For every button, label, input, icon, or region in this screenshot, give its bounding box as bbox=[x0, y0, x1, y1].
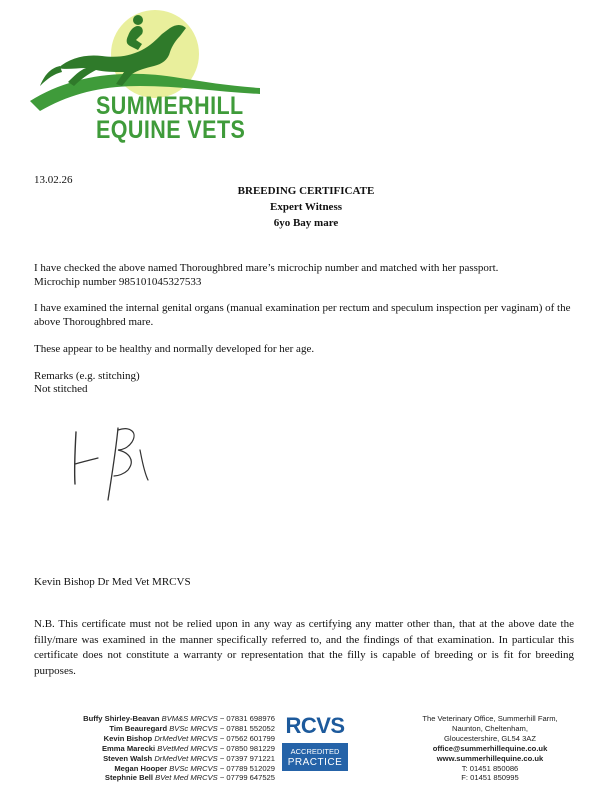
rcvs-accreditation-badge bbox=[282, 713, 348, 771]
certificate-date: 13.02.26 bbox=[34, 174, 73, 186]
logo-text-line2: EQUINE VETS bbox=[96, 116, 246, 144]
horse-description: 6yo Bay mare bbox=[273, 217, 339, 229]
vet-entry: Tim Beauregard BVSc MRCVS ~ 07881 552052 bbox=[109, 723, 275, 733]
remarks-value: Not stitched bbox=[34, 383, 88, 395]
rcvs-logo-text: RCVS bbox=[285, 713, 345, 738]
handwritten-signature bbox=[66, 420, 176, 515]
examination-statement: I have examined the internal genital organs (manual examination per rectum and speculum inspection per vaginam) of the above Thoroughbred mare. bbox=[34, 302, 571, 328]
accredited-practice-band: ACCREDITED PRACTICE bbox=[282, 743, 348, 771]
vet-entry: Stephnie Bell BVet Med MRCVS ~ 07799 647525 bbox=[104, 773, 275, 783]
vet-staff-list bbox=[83, 714, 275, 783]
microchip-number: Microchip number 985101045327533 bbox=[34, 276, 202, 288]
email-address[interactable]: office@summerhillequine.co.uk bbox=[432, 743, 548, 753]
practice-address bbox=[400, 714, 580, 783]
telephone-number: T: 01451 850086 bbox=[461, 763, 519, 773]
logo-text-line1: SUMMERHILL bbox=[96, 92, 244, 120]
address-line1: The Veterinary Office, Summerhill Farm, bbox=[422, 714, 558, 723]
fax-number: F: 01451 850995 bbox=[461, 773, 519, 783]
disclaimer-note: N.B. This certificate must not be relied upon in any way as certifying any matter other than, that at the above date the filly/mare was examined in the manner specifically referred to, and the findings of that examination. In particular this certificate does not constitute a warranty or representation that the filly is capable of breeding or is fit for breeding purposes. bbox=[34, 618, 574, 677]
vet-entry: Kevin Bishop DrMedVet MRCVS ~ 07562 601799 bbox=[103, 733, 275, 743]
certificate-title: BREEDING CERTIFICATE bbox=[237, 185, 375, 197]
vet-entry: Buffy Shirley-Beavan BVM&S MRCVS ~ 07831 698976 bbox=[83, 714, 275, 723]
address-line3: Gloucestershire, GL54 3AZ bbox=[443, 733, 536, 743]
address-line2: Naunton, Cheltenham, bbox=[452, 723, 528, 733]
practice-logo bbox=[30, 6, 260, 144]
remarks-label: Remarks (e.g. stitching) bbox=[34, 370, 140, 382]
vet-name-signature-line: Kevin Bishop Dr Med Vet MRCVS bbox=[34, 576, 191, 588]
vet-entry: Steven Walsh DrMedVet MRCVS ~ 07397 971221 bbox=[103, 753, 275, 763]
certificate-subtitle: Expert Witness bbox=[269, 201, 342, 213]
vet-entry: Megan Hooper BVSc MRCVS ~ 07789 512029 bbox=[114, 763, 275, 773]
health-statement: These appear to be healthy and normally developed for her age. bbox=[34, 343, 315, 355]
vet-entry: Emma Marecki BVetMed MRCVS ~ 07850 981229 bbox=[101, 743, 275, 753]
microchip-check-statement: I have checked the above named Thoroughbred mare’s microchip number and matched with her passport. bbox=[34, 262, 499, 274]
website-link[interactable]: www.summerhillequine.co.uk bbox=[436, 753, 544, 763]
